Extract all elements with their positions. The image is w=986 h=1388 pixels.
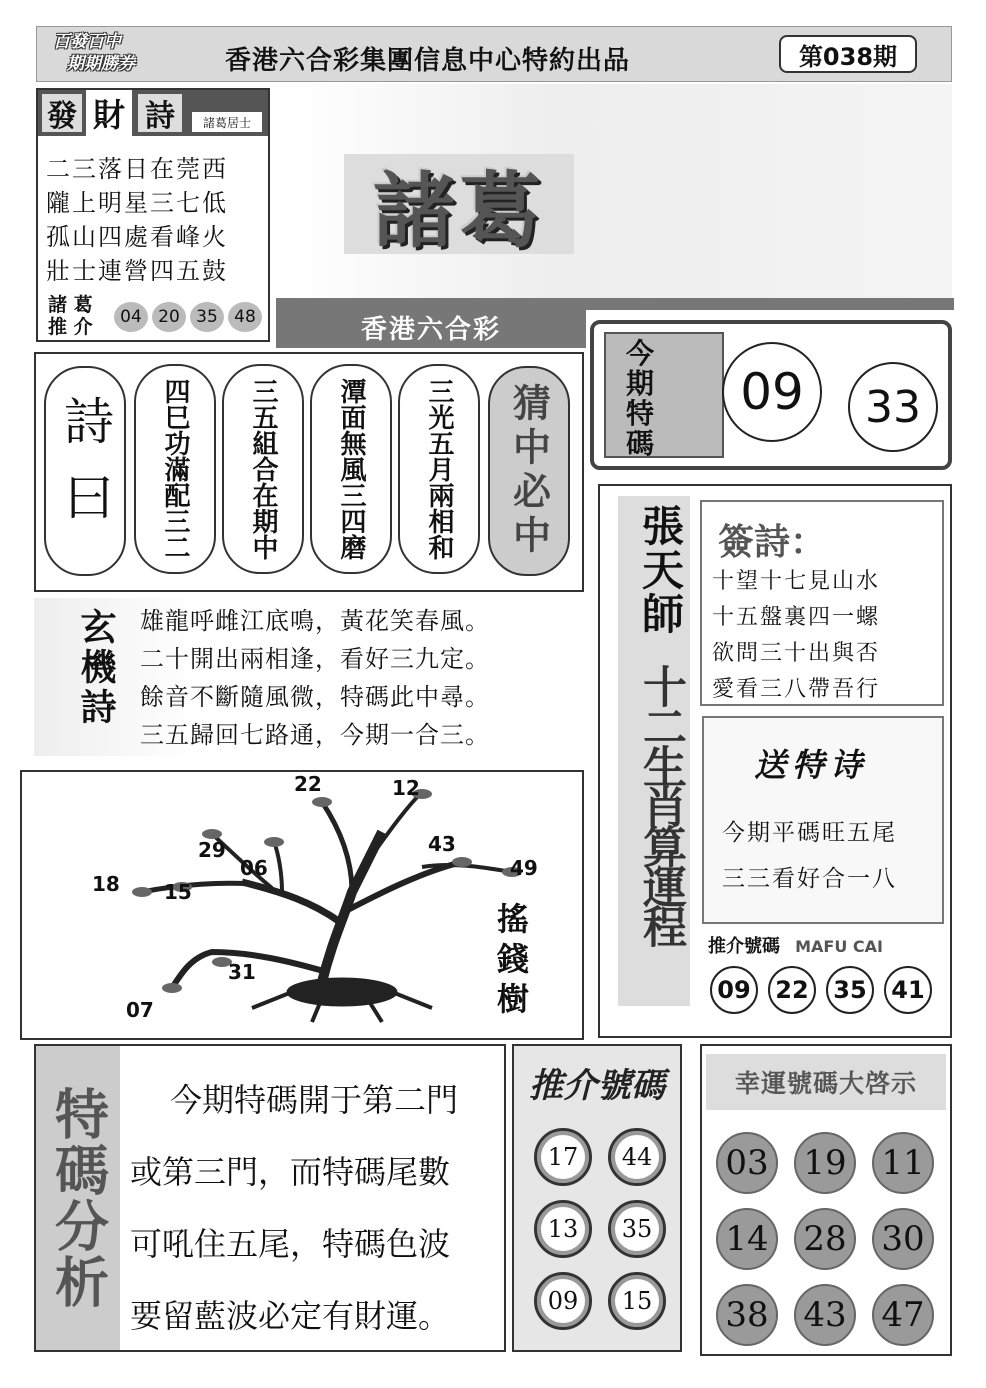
lucky-title: 幸運號碼大啓示: [706, 1054, 946, 1110]
tree-number: 15: [164, 880, 192, 904]
fortune-title-char-1: 發: [42, 94, 82, 132]
mystery-line-4: 三五歸回七路通，今期一合三。: [140, 721, 490, 749]
poem-column-4: [398, 364, 480, 574]
issue-badge: 第038期: [779, 35, 917, 73]
poem-column-text: 三五組合在期中: [248, 378, 278, 560]
tree-number: 12: [392, 776, 420, 800]
tree-number: 07: [126, 998, 154, 1022]
poem-left-label-text: 詩曰: [56, 395, 114, 547]
lucky-number: 11: [872, 1132, 934, 1194]
lucky-number: 47: [872, 1284, 934, 1346]
sign-line-1: 十望十七見山水: [712, 569, 881, 594]
today-label-char-4: 碼: [626, 427, 655, 460]
poem-column-text: 潭面無風三四磨: [336, 378, 366, 560]
gift-title: 送特诗: [754, 746, 869, 784]
poem-column-text: 三光五月兩相和: [424, 378, 454, 560]
lucky-number: 30: [872, 1208, 934, 1270]
analysis-box: [34, 1044, 506, 1352]
mystery-poem-box: [34, 598, 584, 756]
analysis-line-2: 或第三門，而特碼尾數: [130, 1153, 451, 1191]
poem-column-1: [134, 364, 216, 574]
recommend-number: 15: [608, 1272, 666, 1330]
fortune-numbers: [114, 302, 262, 332]
tree-number: 22: [294, 772, 322, 796]
slogan-line-1: 百發百中: [53, 32, 121, 52]
lucky-number: 03: [716, 1132, 778, 1194]
recommend-number: 35: [608, 1200, 666, 1258]
today-label-char-2: 期: [626, 367, 655, 400]
mystery-line-2: 二十開出兩相逢，看好三九定。: [140, 645, 490, 673]
recommend-number: 17: [534, 1128, 592, 1186]
zhang-rec-brand: MAFU CAI: [795, 937, 883, 956]
fortune-line-1: 二三落日在莞西: [46, 155, 228, 183]
lucky-number: 43: [794, 1284, 856, 1346]
poem-column-3: [310, 364, 392, 574]
fortune-number: 04: [114, 302, 148, 332]
recommend-number: 13: [534, 1200, 592, 1258]
zhang-rec-label: 推介號碼: [708, 936, 780, 957]
mystery-label: 玄機詩: [75, 608, 116, 728]
header-bar: [36, 26, 952, 82]
tree-number: 43: [428, 832, 456, 856]
today-special-box: [590, 320, 952, 470]
zhang-rec-numbers: [710, 966, 932, 1014]
fortune-title-char-3: 詩: [138, 94, 182, 132]
fortune-line-4: 壯士連營四五鼓: [46, 257, 228, 285]
today-number-1: 09: [722, 342, 822, 442]
gift-line-2: 三三看好合一八: [722, 866, 897, 892]
banner-subtitle: 香港六合彩: [276, 306, 586, 348]
fortune-poem-box: [36, 88, 270, 342]
today-number-2: 33: [848, 362, 938, 452]
poem-column-2: [222, 364, 304, 574]
analysis-lines: [130, 1064, 458, 1352]
zhang-rec-header: [702, 932, 944, 962]
header-title: 香港六合彩集團信息中心特約出品: [225, 46, 631, 76]
tree-number: 49: [510, 856, 538, 880]
lucky-number: 19: [794, 1132, 856, 1194]
fortune-rec-label: [48, 294, 93, 338]
mystery-line-1: 雄龍呼雌江底鳴，黃花笑春風。: [140, 607, 490, 635]
sign-line-2: 十五盤裏四一螺: [712, 605, 881, 630]
today-label-char-1: 今: [626, 337, 655, 370]
sign-line-4: 愛看三八帶吾行: [712, 677, 881, 702]
today-label-char-3: 特: [626, 397, 655, 430]
tree-number: 18: [92, 872, 120, 896]
poem-left-label: [44, 366, 126, 576]
money-tree-label: 搖錢樹: [492, 902, 530, 1022]
tree-number: 06: [240, 856, 268, 880]
money-tree-box: [20, 770, 584, 1040]
fortune-line-3: 孤山四處看峰火: [46, 223, 228, 251]
poem-right-label-text: 猜中必中: [506, 383, 552, 559]
poem-columns-box: [34, 352, 584, 592]
zhang-sidebar: [618, 496, 690, 1006]
sign-title: 簽詩：: [718, 522, 827, 563]
lucky-grid: [716, 1132, 934, 1346]
zhang-tianshi-box: [598, 484, 952, 1038]
analysis-line-3: 可吼住五尾，特碼色波: [130, 1225, 451, 1263]
zhang-subtitle: 十二生肖算運程: [635, 664, 686, 944]
poem-column-text: 四巳功滿配三二: [160, 378, 190, 560]
zhang-name: 張天師: [636, 504, 685, 636]
slogan-line-2: 期期勝券: [67, 54, 135, 74]
sign-lines: [712, 564, 880, 708]
zhang-rec-number: 09: [710, 966, 758, 1014]
analysis-line-4: 要留藍波必定有財運。: [130, 1297, 451, 1335]
zhang-rec-number: 22: [768, 966, 816, 1014]
zhang-rec-number: 41: [884, 966, 932, 1014]
recommend-title: 推介號碼: [529, 1065, 665, 1106]
slogan: [53, 31, 135, 75]
fortune-number: 20: [152, 302, 186, 332]
lucky-box: [700, 1044, 952, 1356]
fortune-number: 35: [190, 302, 224, 332]
fortune-poem-header: [38, 90, 268, 136]
recommend-number: 44: [608, 1128, 666, 1186]
mystery-lines: [140, 602, 490, 754]
zhang-rec-number: 35: [826, 966, 874, 1014]
tree-number: 29: [198, 838, 226, 862]
fortune-rec-label-2: 推 介: [48, 316, 93, 338]
today-special-label: [604, 332, 724, 458]
fortune-title-char-2: 財: [86, 90, 132, 136]
analysis-line-1: 今期特碼開于第二門: [170, 1081, 459, 1119]
fortune-poem-lines: [46, 152, 228, 288]
fortune-rec-label-1: 諸 葛: [48, 294, 93, 316]
recommend-number: 09: [534, 1272, 592, 1330]
fortune-author: 諸葛居士: [192, 112, 262, 132]
poem-right-label: [488, 366, 570, 576]
analysis-label: 特碼分析: [36, 1046, 120, 1350]
fortune-line-2: 隴上明星三七低: [46, 189, 228, 217]
sign-line-3: 欲問三十出與否: [712, 641, 881, 666]
mystery-line-3: 餘音不斷隨風微，特碼此中尋。: [140, 683, 490, 711]
fortune-number: 48: [228, 302, 262, 332]
recommend-box: [512, 1044, 682, 1352]
lucky-number: 14: [716, 1208, 778, 1270]
lucky-number: 38: [716, 1284, 778, 1346]
lucky-number: 28: [794, 1208, 856, 1270]
tree-number: 31: [228, 960, 256, 984]
banner-title: 諸葛: [344, 154, 574, 254]
banner-area: [290, 84, 952, 300]
sign-poem-box: [700, 500, 944, 706]
gift-poem-box: [702, 716, 944, 924]
gift-line-1: 今期平碼旺五尾: [722, 820, 897, 846]
